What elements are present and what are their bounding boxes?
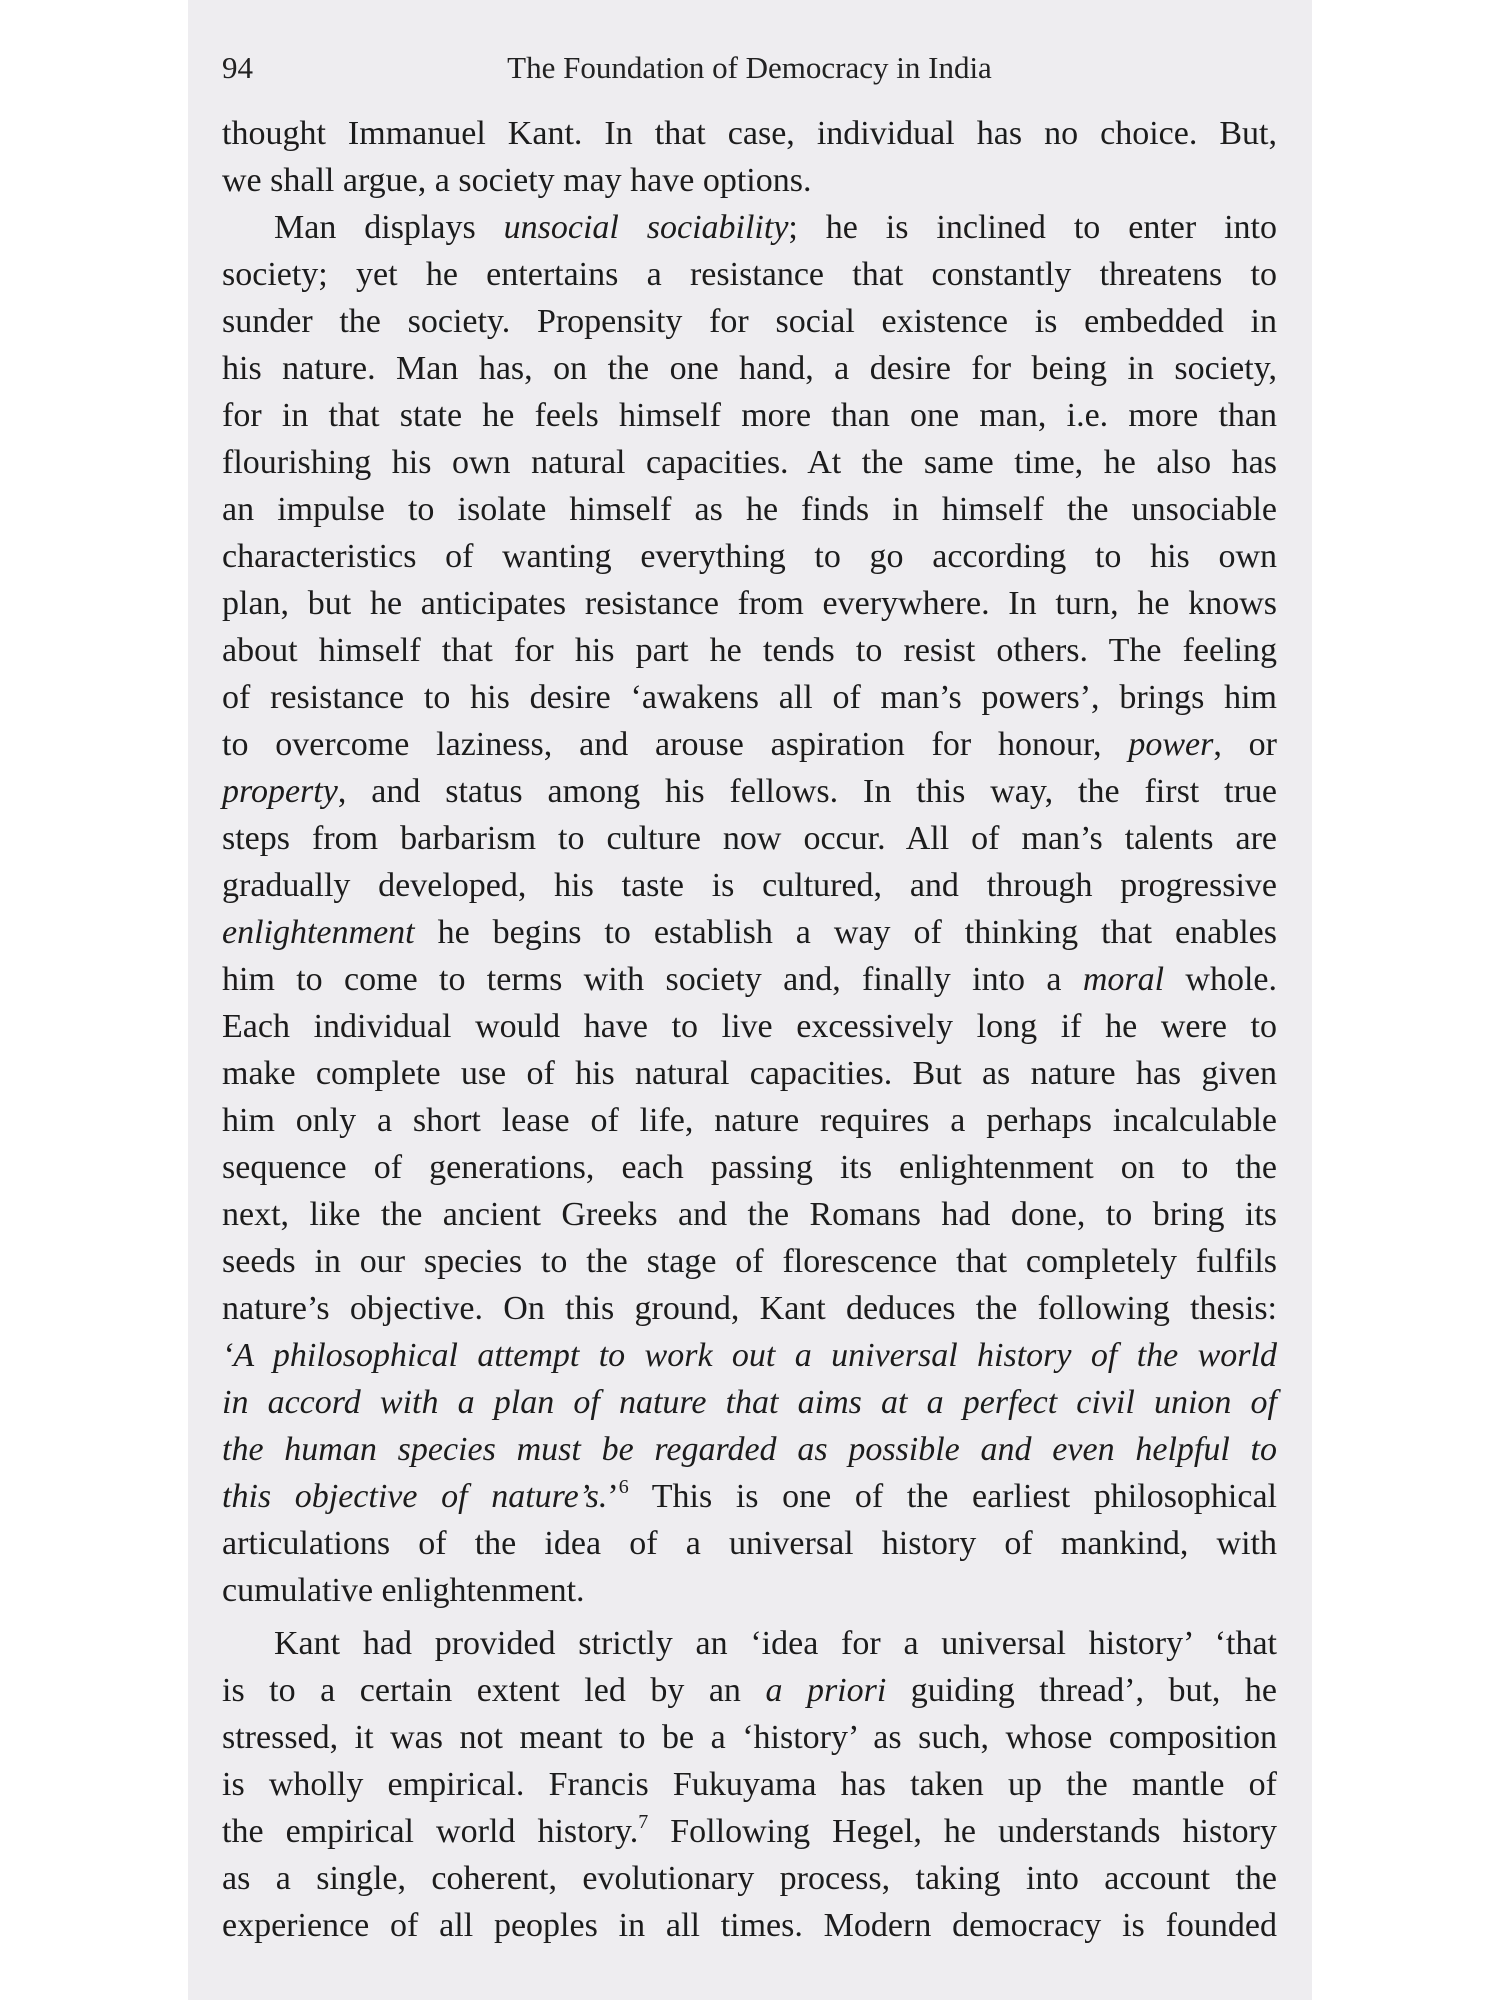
italic-text: the human species must be regarded as possible and even helpful to bbox=[222, 1431, 1277, 1468]
text-segment: society; yet he entertains a resistance that constantly threatens to bbox=[222, 256, 1277, 293]
text-line bbox=[222, 862, 1277, 909]
text-line bbox=[222, 956, 1277, 1003]
text-segment: ; he is inclined to enter into bbox=[788, 209, 1277, 246]
text-line bbox=[222, 533, 1277, 580]
footnote-marker: 6 bbox=[618, 1476, 629, 1498]
text-segment: stressed, it was not meant to be a ‘history’ as such, whose composition bbox=[222, 1719, 1277, 1756]
text-line bbox=[222, 1667, 1277, 1714]
text-segment: Each individual would have to live excessively long if he were to bbox=[222, 1008, 1277, 1045]
text-line bbox=[222, 1520, 1277, 1567]
text-line bbox=[222, 627, 1277, 674]
text-line bbox=[222, 1238, 1277, 1285]
text-segment: sunder the society. Propensity for social existence is embedded in bbox=[222, 303, 1277, 340]
text-line bbox=[222, 1714, 1277, 1761]
text-segment: him to come to terms with society and, finally into a bbox=[222, 961, 1083, 998]
text-line bbox=[222, 768, 1277, 815]
text-segment: thought Immanuel Kant. In that case, individual has no choice. But, bbox=[222, 115, 1277, 152]
text-segment: Kant had provided strictly an ‘idea for a universal history’ ‘that bbox=[274, 1625, 1277, 1662]
text-segment: seeds in our species to the stage of florescence that completely fulfils bbox=[222, 1243, 1277, 1280]
text-segment: as a single, coherent, evolutionary process, taking into account the bbox=[222, 1860, 1277, 1897]
text-segment: , or bbox=[1213, 726, 1278, 763]
text-line bbox=[222, 1473, 1277, 1520]
text-line bbox=[222, 1426, 1277, 1473]
footnote-marker: 7 bbox=[638, 1811, 649, 1833]
page-header bbox=[222, 50, 1277, 94]
text-line bbox=[222, 1332, 1277, 1379]
text-line bbox=[222, 345, 1277, 392]
text-line bbox=[222, 721, 1277, 768]
text-line bbox=[222, 1144, 1277, 1191]
italic-text: enlightenment bbox=[222, 914, 415, 951]
text-segment: we shall argue, a society may have options. bbox=[222, 162, 812, 199]
text-segment: cumulative enlightenment. bbox=[222, 1572, 585, 1609]
text-line bbox=[222, 1191, 1277, 1238]
text-segment: nature’s objective. On this ground, Kant deduces the following thesis: bbox=[222, 1290, 1277, 1327]
text-segment: Following Hegel, he understands history bbox=[648, 1813, 1277, 1850]
running-title: The Foundation of Democracy in India bbox=[507, 50, 992, 85]
body-text bbox=[222, 110, 1277, 1949]
text-segment: ’ bbox=[607, 1478, 619, 1515]
text-segment: him only a short lease of life, nature requires a perhaps incalculable bbox=[222, 1102, 1277, 1139]
text-line bbox=[222, 1050, 1277, 1097]
text-segment: to overcome laziness, and arouse aspiration for honour, bbox=[222, 726, 1129, 763]
text-line bbox=[222, 1285, 1277, 1332]
text-segment: , and status among his fellows. In this way, the first true bbox=[337, 773, 1277, 810]
text-segment: Man displays bbox=[274, 209, 504, 246]
text-line bbox=[222, 674, 1277, 721]
text-segment: about himself that for his part he tends to resist others. The feeling bbox=[222, 632, 1277, 669]
text-segment: flourishing his own natural capacities. At the same time, he also has bbox=[222, 444, 1277, 481]
italic-text: in accord with a plan of nature that aims at a perfect civil union of bbox=[222, 1384, 1277, 1421]
text-segment: sequence of generations, each passing its enlightenment on to the bbox=[222, 1149, 1277, 1186]
text-segment: next, like the ancient Greeks and the Romans had done, to bring its bbox=[222, 1196, 1277, 1233]
text-segment: he begins to establish a way of thinking that enables bbox=[414, 914, 1277, 951]
text-segment: articulations of the idea of a universal history of mankind, with bbox=[222, 1525, 1277, 1562]
italic-text: property bbox=[222, 773, 338, 810]
text-segment: This is one of the earliest philosophical bbox=[628, 1478, 1277, 1515]
italic-text: unsocial sociability bbox=[503, 209, 789, 246]
text-line bbox=[222, 1567, 1277, 1614]
text-line bbox=[222, 815, 1277, 862]
text-segment: whole. bbox=[1164, 961, 1277, 998]
text-segment: experience of all peoples in all times. Modern democracy is founded bbox=[222, 1907, 1277, 1944]
text-line bbox=[222, 1902, 1277, 1949]
text-line bbox=[222, 580, 1277, 627]
text-line bbox=[222, 486, 1277, 533]
text-segment: gradually developed, his taste is cultured, and through progressive bbox=[222, 867, 1277, 904]
text-segment: the empirical world history. bbox=[222, 1813, 639, 1850]
text-segment: of resistance to his desire ‘awakens all of man’s powers’, brings him bbox=[222, 679, 1277, 716]
text-segment: make complete use of his natural capacities. But as nature has given bbox=[222, 1055, 1277, 1092]
text-segment: is wholly empirical. Francis Fukuyama has taken up the mantle of bbox=[222, 1766, 1277, 1803]
text-line bbox=[222, 110, 1277, 157]
italic-text: ‘A philosophical attempt to work out a universal history of the world bbox=[222, 1337, 1277, 1374]
text-segment: steps from barbarism to culture now occur. All of man’s talents are bbox=[222, 820, 1277, 857]
text-line bbox=[222, 909, 1277, 956]
text-line bbox=[222, 1003, 1277, 1050]
text-segment: an impulse to isolate himself as he finds in himself the unsociable bbox=[222, 491, 1277, 528]
italic-text: a priori bbox=[765, 1672, 887, 1709]
text-line bbox=[222, 1808, 1277, 1855]
text-segment: guiding thread’, but, he bbox=[886, 1672, 1278, 1709]
text-line bbox=[222, 1379, 1277, 1426]
text-line bbox=[222, 298, 1277, 345]
text-segment: plan, but he anticipates resistance from everywhere. In turn, he knows bbox=[222, 585, 1277, 622]
text-line bbox=[222, 1620, 1277, 1667]
italic-text: this objective of nature’s. bbox=[222, 1478, 608, 1515]
text-line bbox=[222, 204, 1277, 251]
text-line bbox=[222, 157, 1277, 204]
text-line bbox=[222, 392, 1277, 439]
text-segment: is to a certain extent led by an bbox=[222, 1672, 766, 1709]
text-line bbox=[222, 1097, 1277, 1144]
text-line bbox=[222, 439, 1277, 486]
italic-text: moral bbox=[1082, 961, 1165, 998]
page-number: 94 bbox=[222, 50, 253, 85]
text-segment: for in that state he feels himself more than one man, i.e. more than bbox=[222, 397, 1277, 434]
text-segment: his nature. Man has, on the one hand, a desire for being in society, bbox=[222, 350, 1277, 387]
text-line bbox=[222, 251, 1277, 298]
text-line bbox=[222, 1761, 1277, 1808]
text-line bbox=[222, 1855, 1277, 1902]
italic-text: power bbox=[1128, 726, 1214, 763]
text-segment: characteristics of wanting everything to go according to his own bbox=[222, 538, 1277, 575]
